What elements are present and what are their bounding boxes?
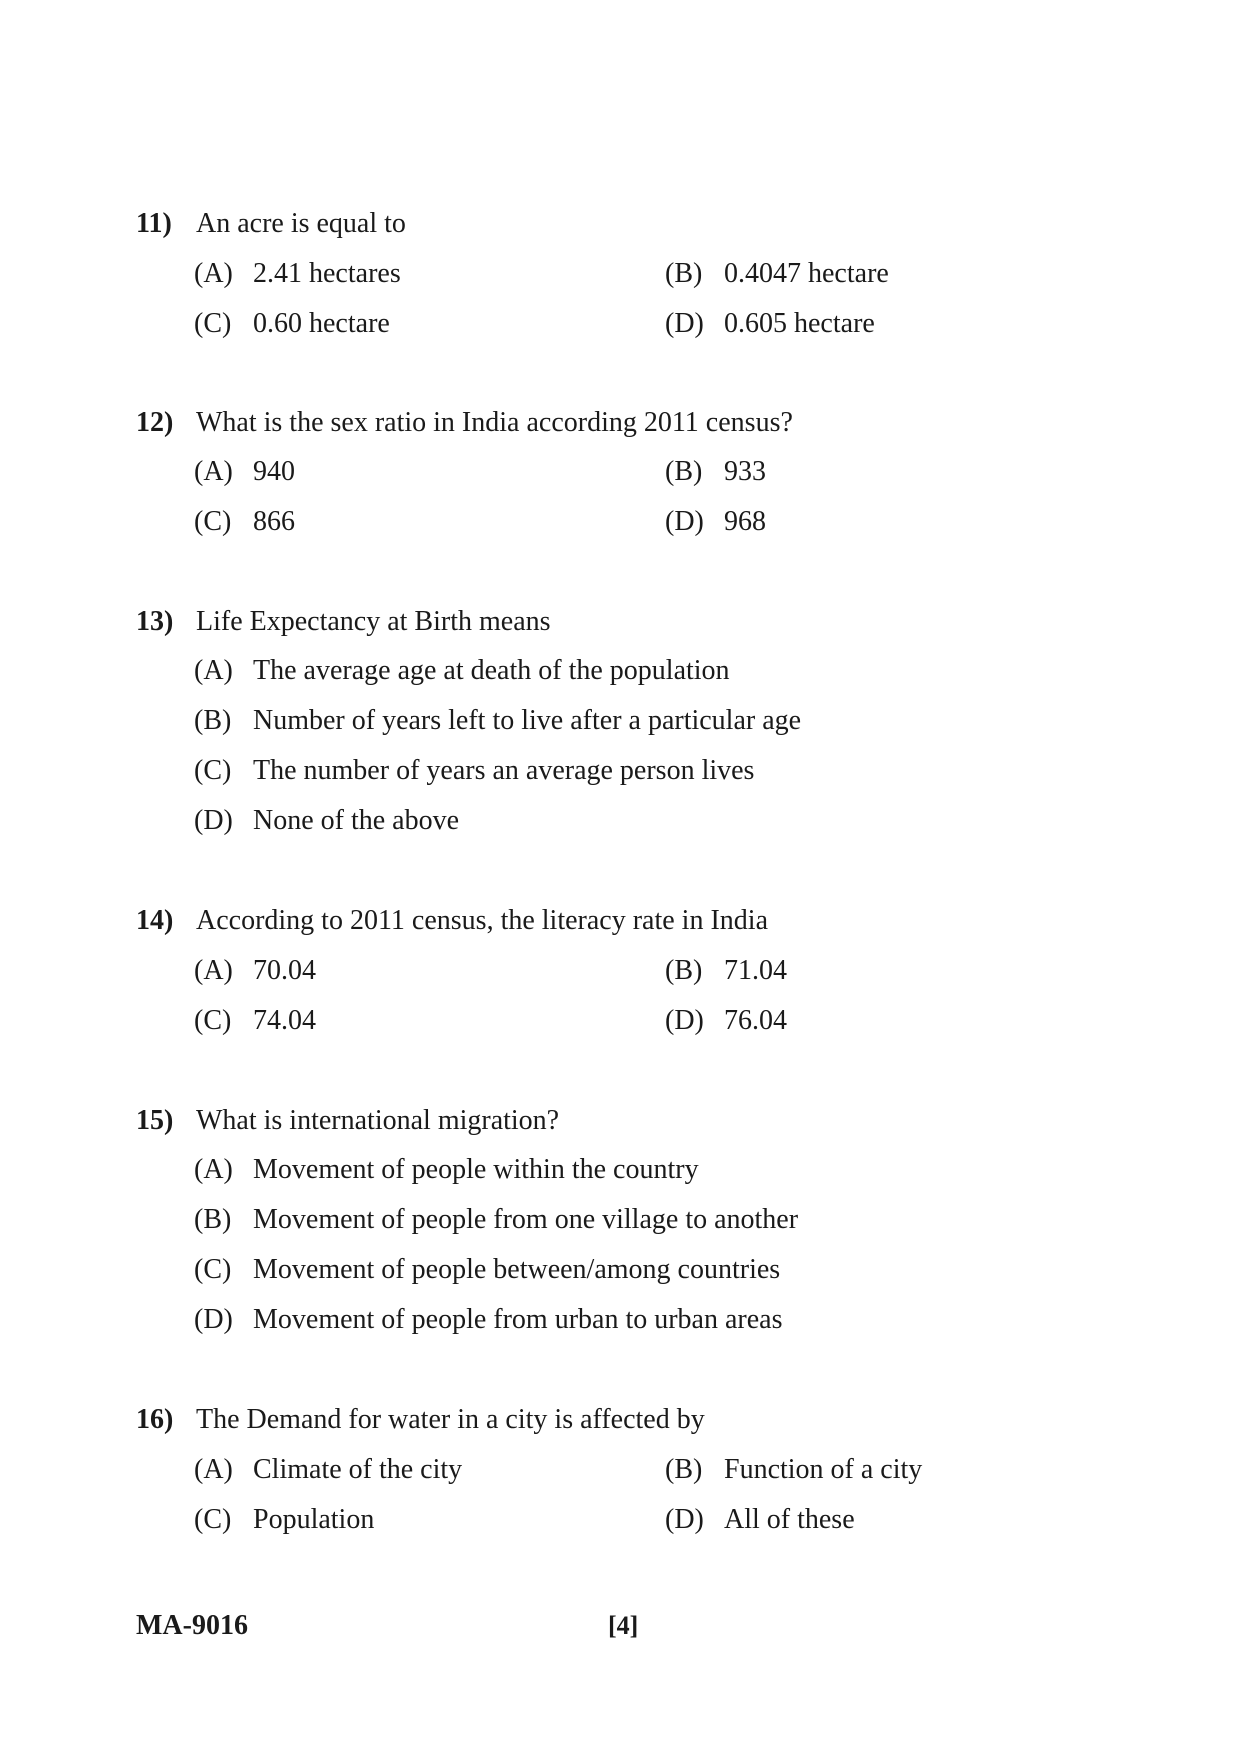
option-label: (A) — [194, 955, 233, 986]
question-text: The Demand for water in a city is affected by — [196, 1404, 705, 1435]
question-number: 15) — [136, 1105, 174, 1136]
option-text: 70.04 — [253, 955, 316, 986]
option-c — [194, 1252, 780, 1288]
option-label: (B) — [665, 955, 703, 986]
option-label: (A) — [194, 1154, 233, 1185]
option-text: Movement of people from one village to another — [253, 1204, 799, 1235]
paper-code: MA-9016 — [136, 1610, 248, 1641]
option-label: (B) — [194, 705, 232, 736]
option-a — [194, 653, 730, 689]
option-label: (D) — [665, 506, 704, 537]
option-text: 2.41 hectares — [253, 258, 401, 289]
option-b — [194, 703, 801, 739]
option-text: Number of years left to live after a particular age — [253, 705, 802, 736]
option-label: (D) — [665, 1504, 704, 1535]
option-text: The number of years an average person lives — [253, 755, 755, 786]
option-d — [194, 803, 459, 839]
option-label: (C) — [194, 755, 232, 786]
option-a — [194, 953, 316, 989]
option-text: Function of a city — [724, 1454, 923, 1485]
option-label: (C) — [194, 506, 232, 537]
option-text: 0.4047 hectare — [724, 258, 889, 289]
question-number: 14) — [136, 905, 174, 936]
option-text: 71.04 — [724, 955, 787, 986]
option-text: 940 — [253, 456, 295, 487]
option-text: The average age at death of the population — [253, 655, 730, 686]
option-text: None of the above — [253, 805, 460, 836]
option-text: 933 — [724, 456, 766, 487]
option-text: 74.04 — [253, 1005, 316, 1036]
question-text: Life Expectancy at Birth means — [196, 606, 551, 637]
option-label: (B) — [194, 1204, 232, 1235]
option-c — [194, 1502, 374, 1538]
option-label: (D) — [665, 308, 704, 339]
option-a — [194, 1452, 462, 1488]
option-text: 866 — [253, 506, 295, 537]
option-text: Movement of people from urban to urban areas — [253, 1304, 783, 1335]
question-text: An acre is equal to — [196, 208, 406, 239]
option-a — [194, 1152, 699, 1188]
option-label: (C) — [194, 1254, 232, 1285]
option-label: (A) — [194, 456, 233, 487]
option-label: (C) — [194, 308, 232, 339]
option-c — [194, 504, 295, 540]
option-label: (C) — [194, 1005, 232, 1036]
option-d — [665, 1502, 855, 1538]
question-text: What is the sex ratio in India according 2011 census? — [196, 407, 793, 438]
option-text: Climate of the city — [253, 1454, 463, 1485]
option-a — [194, 454, 295, 490]
option-text: Population — [253, 1504, 375, 1535]
option-label: (D) — [194, 805, 233, 836]
option-label: (A) — [194, 1454, 233, 1485]
option-b — [665, 1452, 922, 1488]
option-c — [194, 753, 754, 789]
option-text: 0.605 hectare — [724, 308, 875, 339]
option-label: (D) — [665, 1005, 704, 1036]
question-number: 11) — [136, 208, 172, 239]
option-d — [194, 1302, 782, 1338]
page-number: [4] — [608, 1611, 639, 1640]
option-c — [194, 306, 390, 342]
option-text: All of these — [724, 1504, 855, 1535]
question-number: 13) — [136, 606, 174, 637]
option-label: (B) — [665, 258, 703, 289]
option-label: (B) — [665, 456, 703, 487]
option-label: (A) — [194, 258, 233, 289]
question-text: According to 2011 census, the literacy rate in India — [196, 905, 768, 936]
question-number: 16) — [136, 1404, 174, 1435]
option-d — [665, 306, 875, 342]
option-text: Movement of people within the country — [253, 1154, 699, 1185]
option-d — [665, 504, 766, 540]
option-b — [665, 953, 787, 989]
option-label: (B) — [665, 1454, 703, 1485]
option-a — [194, 256, 401, 292]
option-b — [194, 1202, 798, 1238]
option-text: 0.60 hectare — [253, 308, 390, 339]
option-b — [665, 256, 889, 292]
option-text: Movement of people between/among countries — [253, 1254, 781, 1285]
question-number: 12) — [136, 407, 174, 438]
option-text: 968 — [724, 506, 766, 537]
option-label: (D) — [194, 1304, 233, 1335]
option-label: (A) — [194, 655, 233, 686]
option-d — [665, 1003, 787, 1039]
option-c — [194, 1003, 316, 1039]
question-text: What is international migration? — [196, 1105, 560, 1136]
option-b — [665, 454, 766, 490]
option-label: (C) — [194, 1504, 232, 1535]
option-text: 76.04 — [724, 1005, 787, 1036]
